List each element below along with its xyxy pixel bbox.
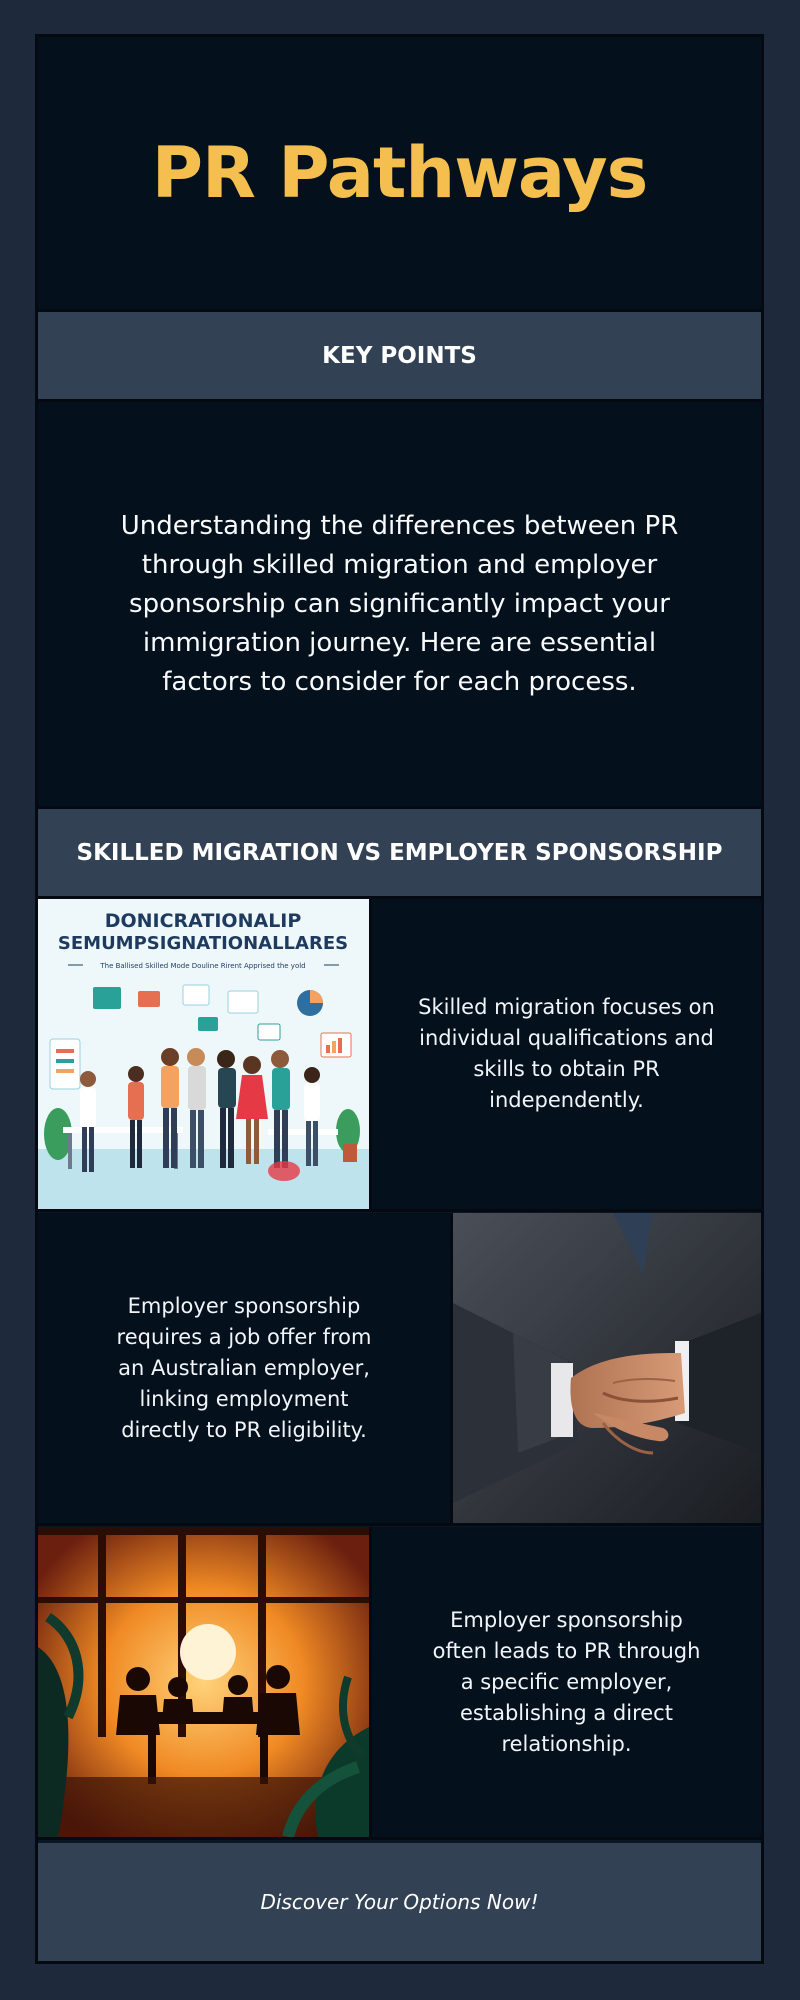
comparison-row-employer xyxy=(38,1213,761,1526)
comparison-row-relationship xyxy=(38,1527,761,1840)
comparison-row-skilled xyxy=(38,899,761,1212)
key-points-body xyxy=(38,402,761,809)
page-title: PR Pathways xyxy=(151,132,648,214)
footer-cta-bar xyxy=(38,1843,761,1961)
team-office-illustration xyxy=(38,899,369,1209)
footer-cta-text: Discover Your Options Now! xyxy=(260,1890,539,1914)
employer-sponsorship-text: Employer sponsorship requires a job offer from an Australian employer, linking employment directly to PR eligibility. xyxy=(116,1293,372,1442)
key-points-text: Understanding the differences between PR through skilled migration and employer sponsorship can significantly impact your immigration journey. Here are essential factors to consider for each process. xyxy=(120,510,679,697)
skilled-migration-text-cell xyxy=(372,899,761,1209)
sunset-meeting-illustration xyxy=(38,1527,369,1837)
infographic-frame xyxy=(35,34,764,1964)
direct-relationship-text-cell xyxy=(372,1527,761,1837)
comparison-heading: SKILLED MIGRATION VS EMPLOYER SPONSORSHIP xyxy=(76,839,723,866)
handshake-photo xyxy=(453,1213,761,1523)
sunset-meeting-image xyxy=(38,1527,369,1837)
hero-header xyxy=(38,37,761,312)
key-points-heading: KEY POINTS xyxy=(322,342,477,369)
comparison-bar xyxy=(38,809,761,899)
illustration-title-line1: DONICRATIONALIP xyxy=(104,910,302,932)
illustration-title-line2: SEMUMPSIGNATIONALLARES xyxy=(57,933,349,954)
key-points-bar xyxy=(38,312,761,402)
illustration-subtitle: The Ballised Skilled Mode Douline Rirent Apprised the yold xyxy=(100,962,306,970)
handshake-image xyxy=(453,1213,761,1523)
skilled-migration-text: Skilled migration focuses on individual qualifications and skills to obtain PR independently. xyxy=(418,995,715,1112)
team-office-image xyxy=(38,899,369,1209)
direct-relationship-text: Employer sponsorship often leads to PR through a specific employer, establishing a direct relationship. xyxy=(432,1607,701,1756)
employer-sponsorship-text-cell xyxy=(38,1213,450,1523)
